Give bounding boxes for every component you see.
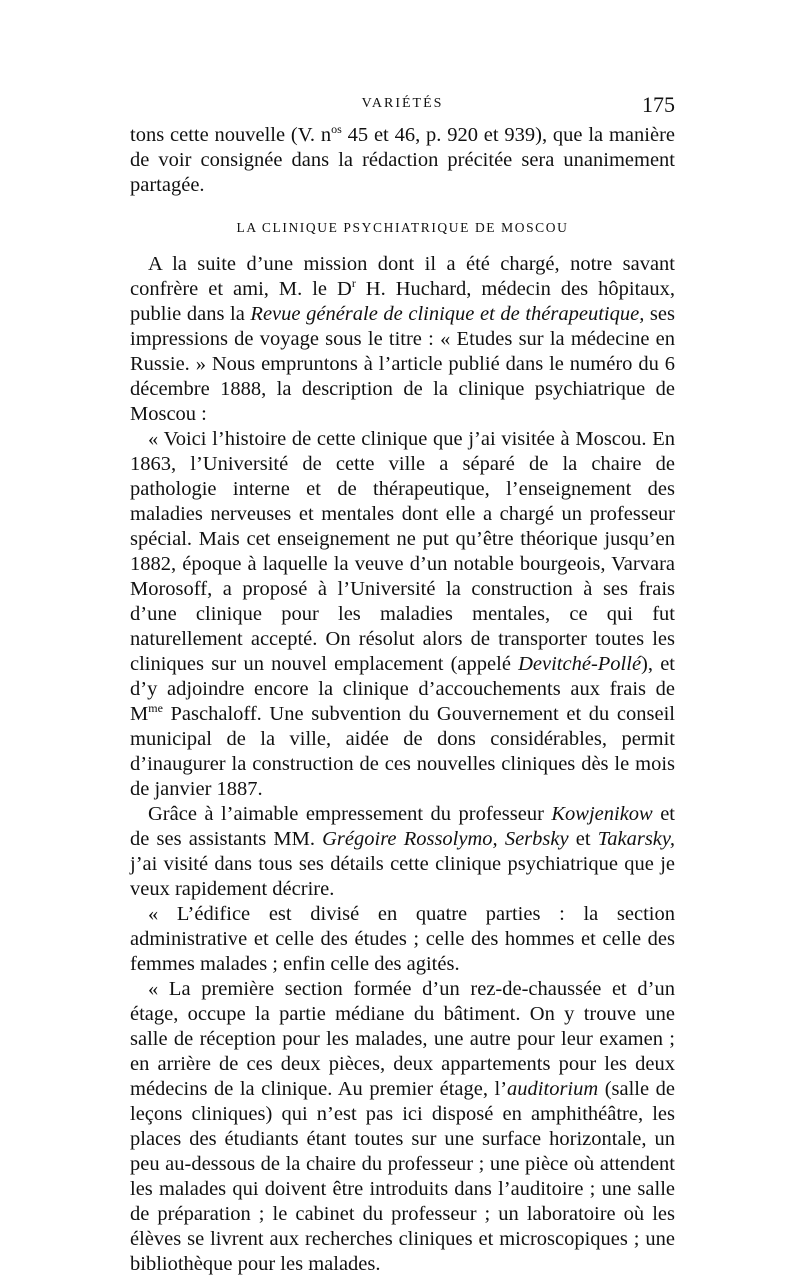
text-run: Paschaloff. Une subvention du Gouvernement et du conseil municipal de la ville, aidée de dons considérables, permit d’inaugurer la construction de ces nouvelles cliniques dès le mois de janvier 1887. — [130, 703, 675, 800]
text-run: « L’édifice est divisé en quatre parties : la section administrative et celle des études ; celle des hommes et celle des femmes malades ; enfin celle des agités. — [130, 903, 675, 975]
text-run: ses impressions de voyage sous le titre : « Etudes sur la médecine en Russie. » Nous empruntons à l’article publié dans le numéro du 6 décembre 1888, la description de la clinique psychiatrique de Moscou : — [130, 303, 675, 425]
text-run: tons cette nouvelle (V. n — [130, 124, 332, 146]
text-run: ), et d’y adjoindre encore la clinique d’accouchements aux frais de M — [130, 653, 675, 725]
paragraph-building — [130, 902, 675, 977]
person-names: Grégoire Rossolymo, Serbsky — [322, 828, 569, 850]
paragraph-history — [130, 427, 675, 802]
text-run: 45 et 46, p. 920 et 939), que la manière de voir consignée dans la rédaction précitée sera unanimement partagée. — [130, 124, 675, 196]
running-head — [130, 92, 675, 122]
person-name: Takarsky, — [597, 828, 675, 850]
text-run: j’ai visité dans tous ses détails cette clinique psychiatrique que je veux rapidement décrire. — [130, 853, 675, 900]
paragraph-continued — [130, 123, 675, 198]
paragraph-first-section — [130, 977, 675, 1277]
text-run: et de ses assistants MM. — [130, 803, 675, 850]
section-title: LA CLINIQUE PSYCHIATRIQUE DE MOSCOU — [236, 220, 569, 235]
text-run: H. Huchard, médecin des hôpitaux, publie dans la — [130, 278, 675, 325]
journal-title: Revue générale de clinique et de thérapeutique, — [250, 303, 645, 325]
text-run: (salle de leçons cliniques) qui n’est pas ici disposé en amphithéâtre, les places des étudiants étant toutes sur une surface horizontale, un peu au-dessous de la chaire du professeur ; une pièce où attendent les malades qui doivent être introduits dans l’auditoire ; une salle de préparation ; le cabinet du professeur ; un laboratoire où les élèves se livrent aux recherches cliniques et microscopiques ; une bibliothèque pour les malades. — [130, 1078, 675, 1275]
superscript: r — [351, 276, 356, 291]
superscript: os — [331, 122, 342, 137]
text-run: « Voici l’histoire de cette clinique que j’ai visitée à Moscou. En 1863, l’Université de cette ville a séparé de la chaire de pathologie interne et de thérapeutique, l’enseignement des maladies nerveuses et mentales dont elle a chargé un professeur spécial. Mais cet enseignement ne put qu’être théorique jusqu’en 1882, époque à laquelle la veuve d’un notable bourgeois, Varvara Morosoff, a proposé à l’Université la construction à ses frais d’une clinique pour les maladies mentales, ce qui fut naturellement accepté. On résolut alors de transporter toutes les cliniques sur un nouvel emplacement (appelé — [130, 428, 675, 675]
page-body — [130, 123, 675, 1277]
superscript: me — [148, 701, 163, 716]
term-italic: auditorium — [507, 1078, 599, 1100]
page-number: 175 — [642, 92, 675, 117]
text-run: Grâce à l’aimable empressement du professeur — [148, 803, 552, 825]
text-run: « La première section formée d’un rez-de-chaussée et d’un étage, occupe la partie médiane du bâtiment. On y trouve une salle de réception pour les malades, une autre pour leur examen ; en arrière de ces deux pièces, deux appartements pour les deux médecins de la clinique. Au premier étage, l’ — [130, 978, 675, 1100]
paragraph-visit — [130, 802, 675, 902]
text-run: A la suite d’une mission dont il a été chargé, notre savant confrère et ami, M. le D — [130, 253, 675, 300]
text-run: et — [568, 828, 598, 850]
running-title: VARIÉTÉS — [361, 96, 444, 111]
paragraph-intro — [130, 252, 675, 427]
place-name: Devitché-Pollé — [518, 653, 642, 675]
person-name: Kowjenikow — [551, 803, 653, 825]
